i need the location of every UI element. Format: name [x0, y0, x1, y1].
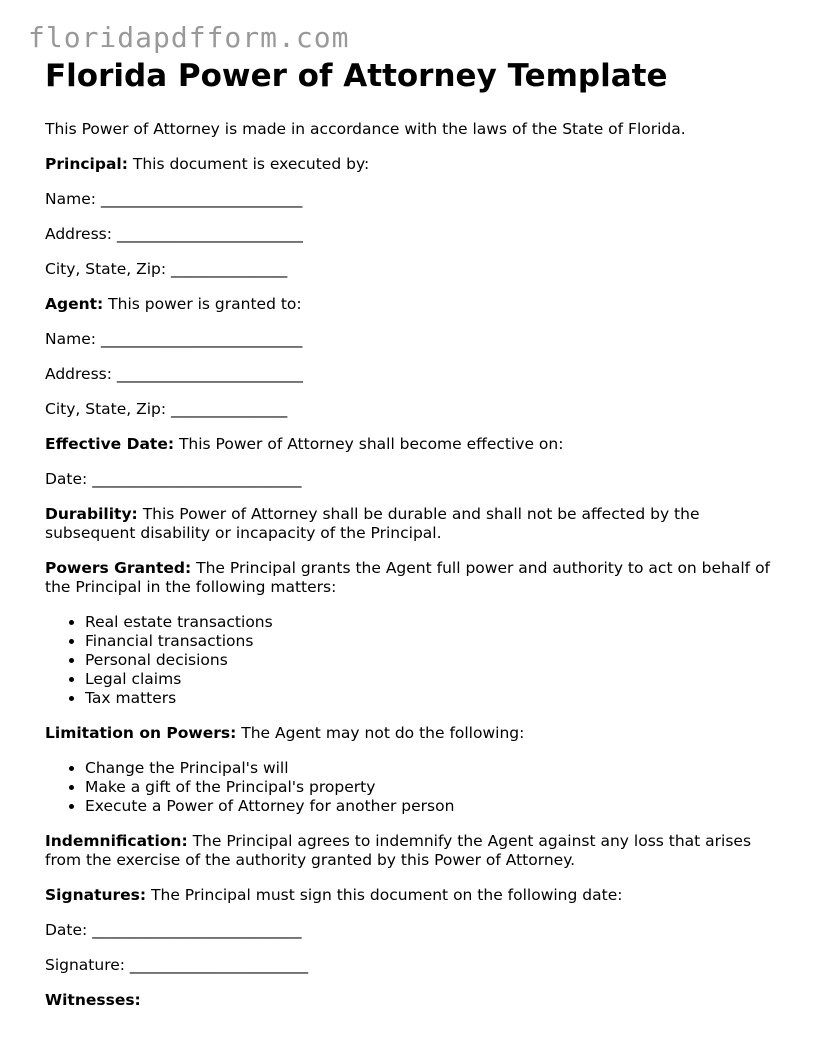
agent-label: Agent:	[45, 295, 104, 313]
page-title: Florida Power of Attorney Template	[45, 58, 668, 94]
limitation-list	[45, 759, 785, 816]
agent-address-field[interactable]: Address: ________________________	[45, 365, 303, 383]
durability-text: This Power of Attorney shall be durable and shall not be affected by the subsequent disability or incapacity of the Principal.	[45, 505, 700, 542]
effective-date-field[interactable]: Date: ___________________________	[45, 470, 302, 488]
powers-granted-text: The Principal grants the Agent full power and authority to act on behalf of the Principal in the following matters:	[45, 559, 771, 596]
indemnification-text: The Principal agrees to indemnify the Agent against any loss that arises from the exercise of the authority granted by this Power of Attorney.	[45, 832, 752, 869]
document-body	[45, 56, 785, 1026]
signatures-label: Signatures:	[45, 886, 147, 904]
limitation-label: Limitation on Powers:	[45, 724, 237, 742]
site-watermark: floridapdfform.com	[28, 21, 350, 54]
agent-heading	[45, 295, 785, 314]
signature-field[interactable]: Signature: _______________________	[45, 956, 309, 974]
durability-paragraph	[45, 505, 785, 543]
list-item: • Change the Principal's will	[85, 759, 785, 778]
list-item: • Execute a Power of Attorney for another person	[85, 797, 785, 816]
powers-granted-label: Powers Granted:	[45, 559, 192, 577]
list-item: • Financial transactions	[85, 632, 785, 651]
signatures-text: The Principal must sign this document on the following date:	[146, 886, 623, 904]
list-item: • Personal decisions	[85, 651, 785, 670]
witnesses-label: Witnesses:	[45, 991, 141, 1009]
powers-granted-paragraph	[45, 559, 785, 597]
signatures-heading	[45, 886, 785, 905]
principal-text: This document is executed by:	[127, 155, 370, 173]
agent-city-field[interactable]: City, State, Zip: _______________	[45, 400, 288, 418]
effective-date-text: This Power of Attorney shall become effective on:	[174, 435, 564, 453]
list-item: • Real estate transactions	[85, 613, 785, 632]
principal-city-field[interactable]: City, State, Zip: _______________	[45, 260, 288, 278]
witnesses-heading	[45, 991, 785, 1010]
principal-label: Principal:	[45, 155, 128, 173]
principal-name-field[interactable]: Name: __________________________	[45, 190, 303, 208]
effective-date-heading	[45, 435, 785, 454]
principal-address-field[interactable]: Address: ________________________	[45, 225, 303, 243]
indemnification-label: Indemnification:	[45, 832, 188, 850]
list-item: • Tax matters	[85, 689, 785, 708]
indemnification-paragraph	[45, 832, 785, 870]
effective-date-label: Effective Date:	[45, 435, 175, 453]
durability-label: Durability:	[45, 505, 138, 523]
powers-granted-list	[45, 613, 785, 708]
limitation-text: The Agent may not do the following:	[236, 724, 525, 742]
list-item: • Make a gift of the Principal's property	[85, 778, 785, 797]
agent-name-field[interactable]: Name: __________________________	[45, 330, 303, 348]
agent-text: This power is granted to:	[103, 295, 302, 313]
signature-date-field[interactable]: Date: ___________________________	[45, 921, 302, 939]
list-item: • Legal claims	[85, 670, 785, 689]
principal-heading	[45, 155, 785, 174]
intro-paragraph: This Power of Attorney is made in accordance with the laws of the State of Florida.	[45, 120, 686, 138]
limitation-paragraph	[45, 724, 785, 743]
